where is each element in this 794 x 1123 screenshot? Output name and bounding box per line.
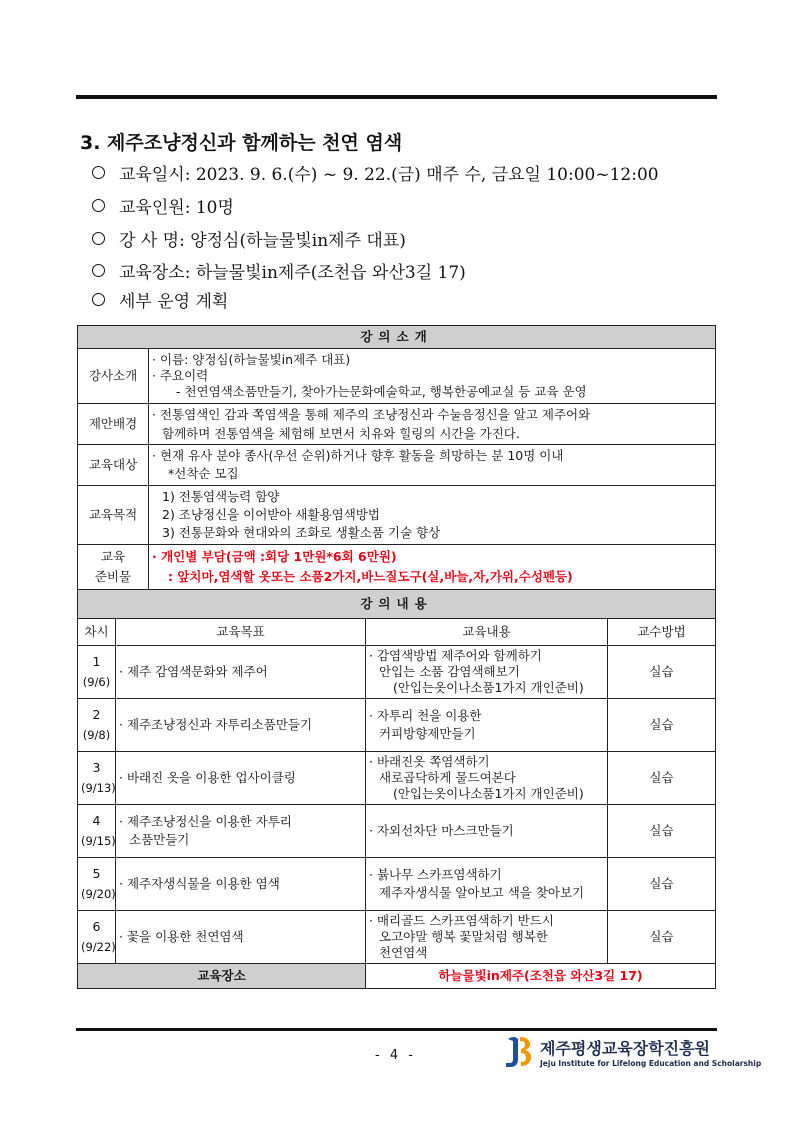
content-header: 강의내용: [78, 590, 716, 619]
prep-cell: [149, 545, 716, 590]
circle-bullet-icon: [92, 232, 105, 245]
info-plan: [92, 287, 228, 317]
col-header-method: 교수방법: [608, 619, 716, 646]
org-logo-icon: [504, 1035, 534, 1069]
session-number: 3 (9/13): [78, 752, 116, 805]
session-row: [78, 858, 716, 911]
session-number: 6 (9/22): [78, 911, 116, 964]
background-cell: [149, 404, 716, 445]
background-line: 함께하며 전통염색을 체험해 보면서 치유와 힐링의 시간을 가진다.: [162, 426, 520, 441]
col-header-goal: 교육목표: [116, 619, 366, 646]
goal-line: 2) 조냥정신을 이어받아 새활용염색방법: [162, 507, 380, 522]
session-method: 실습: [608, 858, 716, 911]
session-content: · 바래진옷 쪽염색하기 새로곱닥하게 물드여본다 (안입는옷이나소품1가지 개인준비): [366, 752, 608, 805]
session-content: · 뷹나무 스카프염색하기 제주자생식물 알아보고 색을 찾아보기: [366, 858, 608, 911]
session-row: [78, 646, 716, 699]
goal-line: 3) 전통문화와 현대와의 조화로 생활소품 기술 향상: [162, 525, 441, 540]
session-number: 5 (9/20): [78, 858, 116, 911]
session-content: · 감염색방법 제주어와 함께하기 안입는 소품 감염색해보기 (안입는옷이나소품1가지 개인준비): [366, 646, 608, 699]
target-cell: [149, 445, 716, 486]
info-text: 교육인원: 10명: [119, 198, 234, 218]
circle-bullet-icon: [92, 199, 105, 212]
session-goal: · 바래진 옷을 이용한 업사이클링: [116, 752, 366, 805]
venue-label: 교육장소: [78, 964, 366, 989]
prep-line: · 개인별 부담(금액 :회당 1만원*6회 6만원): [152, 549, 397, 564]
prep-label: [78, 545, 149, 590]
session-method: 실습: [608, 805, 716, 858]
background-label: 제안배경: [78, 404, 149, 445]
session-number: 1 (9/6): [78, 646, 116, 699]
session-goal: · 제주조냥정신을 이용한 자투리 소품만들기: [116, 805, 366, 858]
top-rule: [76, 95, 717, 99]
circle-bullet-icon: [92, 293, 105, 306]
col-header-session: 차시: [78, 619, 116, 646]
session-goal: · 제주자생식물을 이용한 염색: [116, 858, 366, 911]
session-number: 4 (9/15): [78, 805, 116, 858]
prep-label-line: 교육: [100, 549, 126, 564]
logo-blue-stroke: [506, 1037, 518, 1067]
session-content: · 자투리 천을 이용한 커피방향제만들기: [366, 699, 608, 752]
session-row: [78, 911, 716, 964]
venue-value: 하늘물빛in제주(조천읍 와산3길 17): [366, 964, 716, 989]
session-goal: · 꽃을 이용한 천연염색: [116, 911, 366, 964]
info-venue: [92, 258, 466, 288]
instructor-cell: [149, 349, 716, 404]
info-text: 교육일시: 2023. 9. 6.(수) ~ 9. 22.(금) 매주 수, 금요일 10:00~12:00: [119, 165, 659, 185]
org-name-korean: 제주평생교육장학진흥원: [540, 1039, 711, 1058]
session-method: 실습: [608, 911, 716, 964]
info-schedule: [92, 160, 659, 190]
instructor-line: - 천연염색소품만들기, 찾아가는문화예술학교, 행복한공예교실 등 교육 운영: [176, 384, 587, 399]
info-capacity: [92, 193, 234, 223]
background-line: · 전통염색인 감과 쪽염색을 통해 제주의 조냥정신과 수눌음정신을 알고 제주어와: [152, 407, 591, 422]
info-text: 강 사 명: 양정심(하늘물빛in제주 대표): [119, 231, 406, 251]
circle-bullet-icon: [92, 166, 105, 179]
prep-label-line: 준비물: [94, 569, 132, 584]
session-goal: · 제주조냥정신과 자투리소품만들기: [116, 699, 366, 752]
circle-bullet-icon: [92, 264, 105, 277]
prep-line: : 앞치마,염색할 옷또는 소품2가지,바느질도구(실,바늘,자,가위,수성펜등): [168, 569, 573, 584]
session-content: · 자외선차단 마스크만들기: [366, 805, 608, 858]
info-text: 교육장소: 하늘물빛in제주(조천읍 와산3길 17): [119, 263, 466, 283]
session-method: 실습: [608, 699, 716, 752]
col-header-content: 교육내용: [366, 619, 608, 646]
target-label: 교육대상: [78, 445, 149, 486]
instructor-label: 강사소개: [78, 349, 149, 404]
bottom-rule: [76, 1028, 717, 1031]
program-table: [77, 325, 716, 989]
goal-label: 교육목적: [78, 486, 149, 545]
session-goal: · 제주 감염색문화와 제주어: [116, 646, 366, 699]
goal-line: 1) 전통염색능력 함양: [162, 489, 280, 504]
session-content: · 매리골드 스카프염색하기 반드시 오고야말 행복 꽃말처럼 행복한 천연염색: [366, 911, 608, 964]
session-row: [78, 805, 716, 858]
logo-orange-stroke: [520, 1037, 531, 1066]
intro-header: 강의소개: [78, 326, 716, 349]
page-number: - 4 -: [375, 1048, 416, 1063]
target-line: · 현재 유사 분야 종사(우선 순위)하거나 향후 활동을 희망하는 분 10명 이내: [152, 448, 564, 463]
session-number: 2 (9/8): [78, 699, 116, 752]
instructor-line: · 이름: 양정심(하늘물빛in제주 대표): [152, 352, 351, 367]
session-method: 실습: [608, 752, 716, 805]
info-text: 세부 운영 계획: [119, 292, 229, 312]
target-line: *선착순 모집: [168, 466, 239, 481]
org-name-english: Jeju Institute for Lifelong Education and Scholarship: [540, 1059, 762, 1068]
section-title: 3. 제주조냥정신과 함께하는 천연 염색: [80, 132, 403, 154]
session-row: [78, 699, 716, 752]
session-method: 실습: [608, 646, 716, 699]
session-row: [78, 752, 716, 805]
goal-cell: [149, 486, 716, 545]
instructor-line: · 주요이력: [152, 368, 209, 383]
info-instructor: [92, 226, 406, 256]
